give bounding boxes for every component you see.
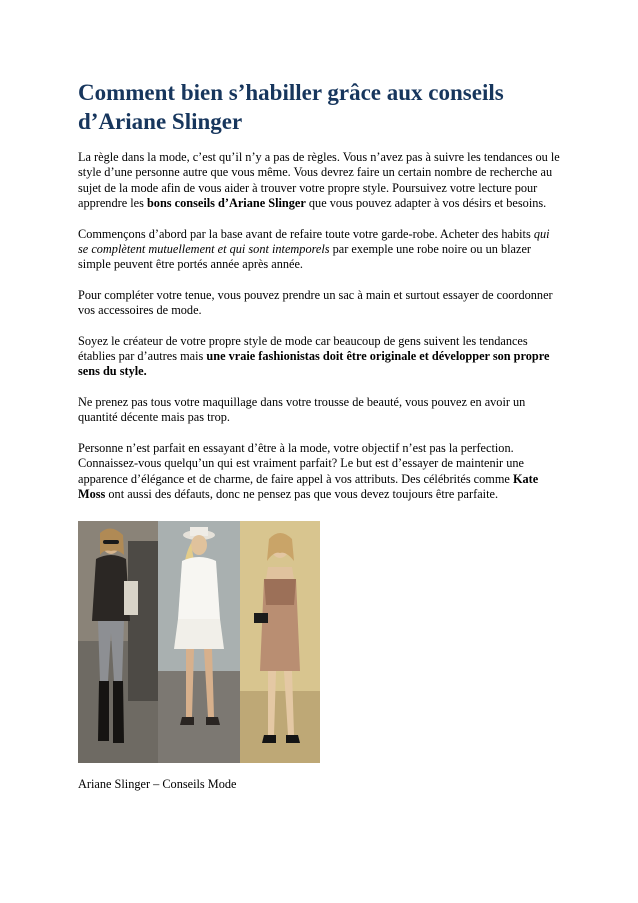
paragraph-basics-text-a: Commençons d’abord par la base avant de refaire toute votre garde-robe. Acheter des habits: [78, 226, 534, 241]
paragraph-style-bold: une vraie fashionistas doit être originale et développer son propre sens du style.: [78, 349, 550, 379]
paragraph-perfection-bold: Kate Moss: [78, 471, 539, 501]
collage-image: [78, 521, 320, 763]
paragraph-intro-text-b: que vous pouvez adapter à vos désirs et besoins.: [305, 196, 547, 211]
article: [78, 78, 562, 792]
paragraph-basics-text-b: par exemple une robe noire ou un blazer simple peuvent être portés année après année.: [78, 242, 532, 272]
article-title: Comment bien s’habiller grâce aux conseils d’Ariane Slinger: [78, 80, 504, 134]
paragraph-makeup: Ne prenez pas tous votre maquillage dans votre trousse de beauté, vous pouvez en avoir un quantité décente mais pas trop.: [78, 394, 526, 425]
paragraph-style-text-a: Soyez le créateur de votre propre style de mode car beaucoup de gens suivent les tendances établies par d’autres mais: [78, 333, 528, 364]
paragraph-basics: [78, 227, 562, 273]
paragraph-intro: [78, 150, 562, 212]
paragraph-perfection-text-a: Personne n’est parfait en essayant d’être à la mode, votre objectif n’est pas la perfection. Connaissez-vous quelqu’un qui est vraiment parfait? Le but est d’essayer de maintenir une apparence d’élégance et de charme, de faire appel à vos attributs. Des célébrités comme: [78, 440, 524, 486]
paragraph-intro-bold: bons conseils d’Ariane Slinger: [146, 196, 306, 211]
paragraph-intro-text-a: La règle dans la mode, c’est qu’il n’y a pas de règles. Vous n’avez pas à suivre les tendances ou le style d’une personne autre que vous même. Vous devrez faire un certain nombre de recherche au sujet de la mode afin de vous aider à trouver votre propre style. Poursuivez votre lecture pour apprendre les: [78, 150, 560, 211]
photo-caption: Ariane Slinger – Conseils Mode: [78, 777, 237, 792]
paragraph-accessories: Pour compléter votre tenue, vous pouvez prendre un sac à main et surtout essayer de coordonner vos accessoires de mode.: [78, 287, 553, 318]
fashion-photo-collage: [78, 521, 320, 763]
paragraph-perfection: [78, 441, 562, 503]
paragraph-basics-italic: qui se complètent mutuellement et qui sont intemporels: [78, 226, 550, 257]
paragraph-perfection-text-b: ont aussi des défauts, donc ne pensez pas que vous devez toujours être parfaite.: [105, 486, 499, 501]
paragraph-style: [78, 334, 562, 380]
